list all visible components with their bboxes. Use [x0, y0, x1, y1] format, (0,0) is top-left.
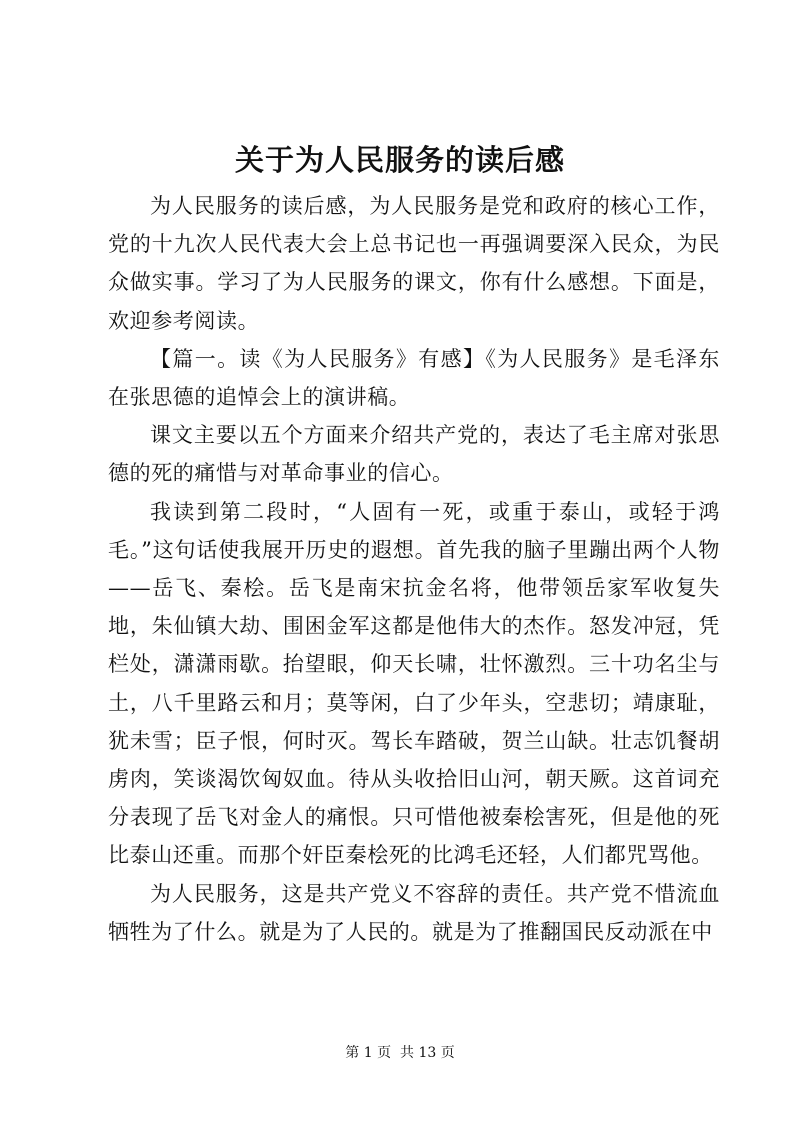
paragraph-summary: 课文主要以五个方面来介绍共产党的，表达了毛主席对张思德的死的痛惜与对革命事业的信心。 — [108, 423, 720, 486]
document-title: 关于为人民服务的读后感 — [234, 143, 565, 177]
paragraph-section-one: 【篇一。读《为人民服务》有感】《为人民服务》是毛泽东在张思德的追悼会上的演讲稿。 — [108, 346, 720, 410]
paragraph-intro: 为人民服务的读后感，为人民服务是党和政府的核心工作，党的十九次人民代表大会上总书记也一再强调要深入民众，为民众做实事。学习了为人民服务的课文，你有什么感想。下面是，欢迎参考阅读。 — [108, 194, 720, 333]
document-body — [108, 187, 720, 951]
paragraph-responsibility: 为人民服务，这是共产党义不容辞的责任。共产党不惜流血牺牲为了什么。就是为了人民的。就是为了推翻国民反动派在中 — [108, 881, 720, 944]
paragraph-reflection: 我读到第二段时，“人固有一死，或重于泰山，或轻于鸿毛。”这句话使我展开历史的遐想。首先我的脑子里蹦出两个人物——岳飞、秦桧。岳飞是南宋抗金名将，他带领岳家军收复失地，朱仙镇大劫、围困金军这都是他伟大的杰作。怒发冲冠，凭栏处，潇潇雨歇。抬望眼，仰天长啸，壮怀激烈。三十功名尘与土，八千里路云和月；莫等闲，白了少年头，空悲切；靖康耻，犹未雪；臣子恨，何时灭。驾长车踏破，贺兰山缺。壮志饥餐胡虏肉，笑谈渴饮匈奴血。待从头收拾旧山河，朝天厥。这首词充分表现了岳飞对金人的痛恨。只可惜他被秦桧害死，但是他的死比泰山还重。而那个奸臣秦桧死的比鸿毛还轻，人们都咒骂他。 — [108, 499, 720, 868]
page-number-label: 第 1 页 共 13 页 — [345, 1045, 455, 1061]
page-footer — [0, 1043, 800, 1063]
